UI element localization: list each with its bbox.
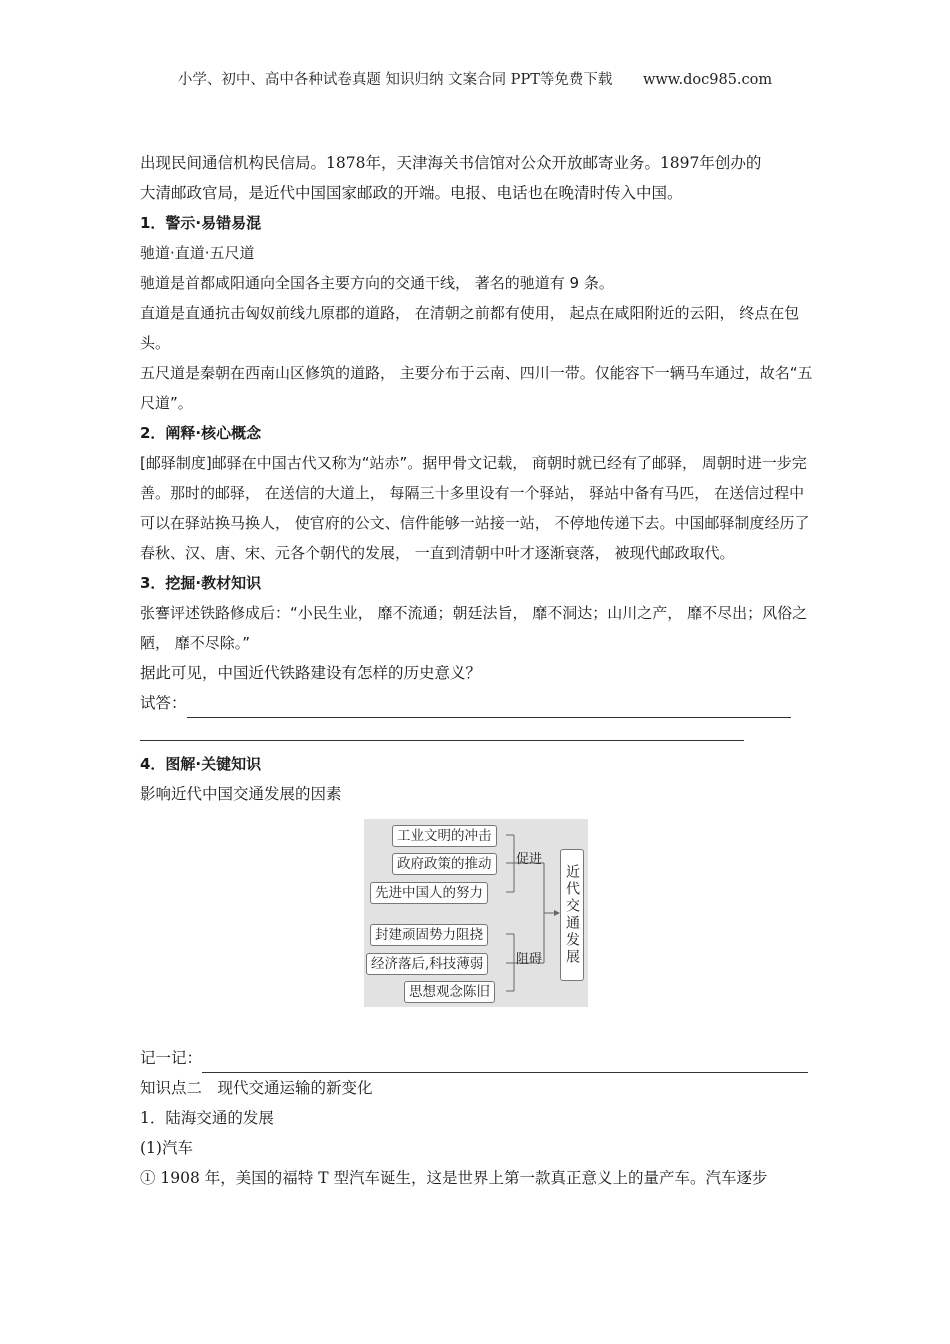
section1-title: 1．警示·易错易混: [140, 214, 262, 232]
header-text: 小学、初中、高中各种试卷真题 知识归纳 文案合同 PPT等免费下载: [177, 72, 613, 88]
hinder-factor-2: 经济落后,科技薄弱: [366, 953, 488, 975]
note-label: 记一记：: [140, 1049, 203, 1067]
hinder-factor-1: 封建顽固势力阻挠: [370, 924, 488, 946]
kp2-section-1-subtitle: (1)汽车: [140, 1139, 193, 1157]
section4-title: 4．图解·关键知识: [140, 755, 262, 773]
section2-title: 2．阐释·核心概念: [140, 424, 262, 442]
page-header: [0, 68, 950, 89]
section2-paragraph-1: [邮驿制度]邮驿在中国古代又称为“站赤”。据甲骨文记载， 商朝时就已经有了邮驿， 周朝时进一步完善。那时的邮驿， 在送信的大道上， 每隔三十多里设有一个驿站， 驿站中备有马匹， 在送信过程中可以在驿站换马换人， 使官府的公文、信件能够一站接一站， 不停地传递下去。中国邮驿制度经历了春秋、汉、唐、宋、元各个朝代的发展， 一直到清朝中叶才逐渐衰落， 被现代邮政取代。: [140, 454, 810, 562]
hinder-factor-3: 思想观念陈旧: [404, 981, 495, 1003]
section1-paragraph-2: 直道是直通抗击匈奴前线九原郡的道路， 在清朝之前都有使用， 起点在咸阳附近的云阳， 终点在包头。: [140, 304, 800, 352]
answer-blank-2[interactable]: [140, 718, 744, 741]
section3-title: 3．挖掘·教材知识: [140, 574, 262, 592]
header-url[interactable]: www.doc985.com: [642, 72, 773, 88]
kp2-section-1-title: 1．陆海交通的发展: [140, 1109, 274, 1127]
section3-question: 据此可见，中国近代铁路建设有怎样的历史意义？: [140, 664, 482, 682]
section1-paragraph-1: 驰道是首都咸阳通向全国各主要方向的交通干线， 著名的驰道有 9 条。: [140, 274, 614, 292]
promote-factor-3: 先进中国人的努力: [370, 882, 488, 904]
kp2-section-1-paragraph-1: ① 1908 年，美国的福特 T 型汽车诞生，这是世界上第一款真正意义上的量产车。汽车逐步: [140, 1169, 768, 1187]
document-body: [140, 148, 816, 1193]
section4-subtitle: 影响近代中国交通发展的因素: [140, 785, 342, 803]
answer-line[interactable]: [140, 688, 816, 718]
intro-line-2: 大清邮政官局，是近代中国国家邮政的开端。电报、电话也在晚清时传入中国。: [140, 184, 683, 202]
promote-factor-1: 工业文明的冲击: [392, 825, 497, 847]
note-line[interactable]: [140, 1043, 816, 1073]
hinder-label: 阻碍: [516, 952, 543, 967]
section3-quote: 张謇评述铁路修成后：“小民生业， 靡不流通；朝廷法旨， 靡不洞达；山川之产， 靡不尽出；风俗之陋， 靡不尽除。”: [140, 604, 808, 652]
intro-line-1: 出现民间通信机构民信局。1878年，天津海关书信馆对公众开放邮寄业务。1897年创办的: [140, 154, 762, 172]
answer-blank[interactable]: [187, 699, 791, 718]
diagram-target: 近代交通发展: [560, 849, 584, 981]
diagram-connectors: [364, 819, 588, 1007]
answer-label: 试答：: [140, 694, 187, 712]
promote-label: 促进: [516, 852, 543, 867]
promote-factor-2: 政府政策的推动: [392, 853, 497, 875]
section1-paragraph-3: 五尺道是秦朝在西南山区修筑的道路， 主要分布于云南、四川一带。仅能容下一辆马车通过，故名“五尺道”。: [140, 364, 813, 412]
section1-subtitle: 驰道·直道·五尺道: [140, 244, 255, 262]
knowledge-point-2-title: 知识点二 现代交通运输的新变化: [140, 1079, 373, 1097]
note-blank[interactable]: [202, 1054, 808, 1073]
factors-diagram: [364, 819, 588, 1007]
